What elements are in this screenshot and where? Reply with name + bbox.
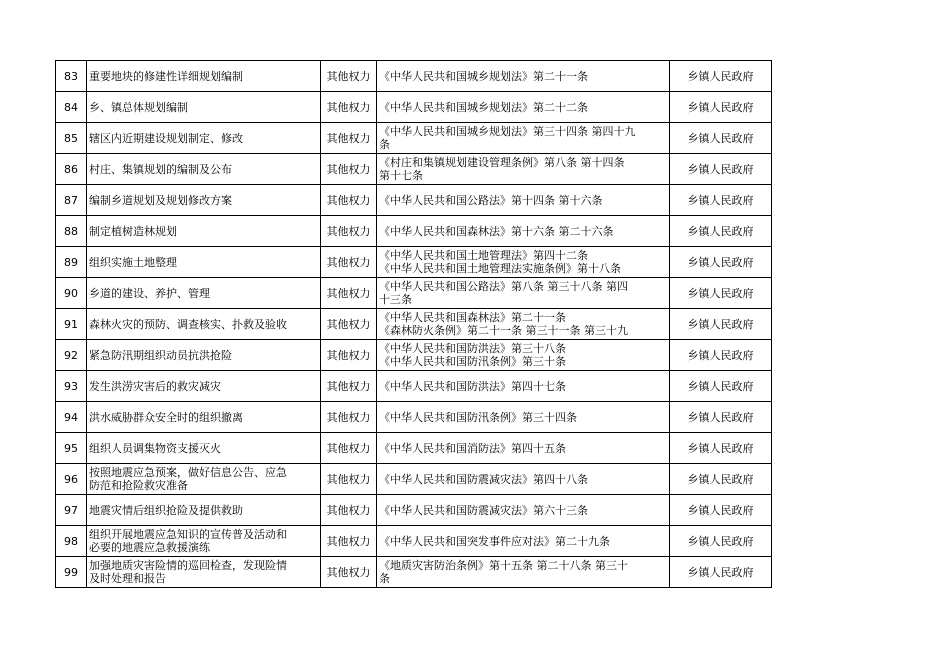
responsible-dept: 乡镇人民政府: [670, 185, 772, 216]
power-item: 村庄、集镇规划的编制及公布: [87, 154, 321, 185]
legal-basis: [377, 309, 670, 340]
power-type: 其他权力: [321, 340, 377, 371]
legal-basis-line: 《地质灾害防治条例》第十五条 第二十八条 第三十: [379, 559, 628, 572]
legal-basis-line: 《中华人民共和国城乡规划法》第二十二条: [379, 100, 588, 114]
power-item: 地震灾情后组织抢险及提供救助: [87, 495, 321, 526]
power-item-line: 加强地质灾害险情的巡回检查，发现险情: [89, 559, 287, 572]
legal-basis: [377, 495, 670, 526]
row-number: 85: [56, 123, 87, 154]
responsible-dept: 乡镇人民政府: [670, 216, 772, 247]
power-item: 发生洪涝灾害后的救灾减灾: [87, 371, 321, 402]
power-type: 其他权力: [321, 402, 377, 433]
legal-basis-line: 《中华人民共和国森林法》第二十一条: [379, 311, 566, 324]
row-number: 93: [56, 371, 87, 402]
power-item-line: 防范和抢险救灾准备: [89, 479, 188, 492]
row-number: 92: [56, 340, 87, 371]
power-type: 其他权力: [321, 247, 377, 278]
table-row: [56, 309, 772, 340]
power-type: 其他权力: [321, 92, 377, 123]
legal-basis: [377, 247, 670, 278]
legal-basis: [377, 154, 670, 185]
legal-basis-line: 《中华人民共和国公路法》第八条 第三十八条 第四: [379, 280, 628, 293]
power-item: 辖区内近期建设规划制定、修改: [87, 123, 321, 154]
legal-basis: [377, 526, 670, 557]
legal-basis-line: 《中华人民共和国防汛条例》第三十条: [379, 355, 566, 368]
table-row: [56, 92, 772, 123]
legal-basis-line: 《中华人民共和国防汛条例》第三十四条: [379, 410, 577, 424]
row-number: 94: [56, 402, 87, 433]
responsible-dept: 乡镇人民政府: [670, 402, 772, 433]
row-number: 83: [56, 61, 87, 92]
power-type: 其他权力: [321, 154, 377, 185]
power-type: 其他权力: [321, 216, 377, 247]
power-item: [87, 464, 321, 495]
table-row: [56, 526, 772, 557]
legal-basis-line: 《中华人民共和国土地管理法实施条例》第十八条: [379, 262, 621, 275]
legal-basis: [377, 92, 670, 123]
legal-basis-line: 《村庄和集镇规划建设管理条例》第八条 第十四条: [379, 156, 625, 169]
legal-basis-line: 第十七条: [379, 169, 423, 182]
legal-basis: [377, 371, 670, 402]
responsible-dept: 乡镇人民政府: [670, 433, 772, 464]
legal-basis-line: 《中华人民共和国防洪法》第四十七条: [379, 379, 566, 393]
table-row: [56, 340, 772, 371]
table-row: [56, 247, 772, 278]
legal-basis-line: 《森林防火条例》第二十一条 第三十一条 第三十九: [379, 324, 628, 337]
row-number: 99: [56, 557, 87, 588]
legal-basis-line: 《中华人民共和国突发事件应对法》第二十九条: [379, 534, 610, 548]
legal-basis: [377, 433, 670, 464]
legal-basis: [377, 61, 670, 92]
responsible-dept: 乡镇人民政府: [670, 495, 772, 526]
row-number: 89: [56, 247, 87, 278]
power-item: [87, 526, 321, 557]
legal-basis: [377, 216, 670, 247]
legal-basis: [377, 340, 670, 371]
legal-basis-line: 《中华人民共和国城乡规划法》第三十四条 第四十九: [379, 125, 636, 138]
power-item: 紧急防汛期组织动员抗洪抢险: [87, 340, 321, 371]
legal-basis: [377, 278, 670, 309]
responsible-dept: 乡镇人民政府: [670, 247, 772, 278]
power-item: 洪水威胁群众安全时的组织撤离: [87, 402, 321, 433]
power-type: 其他权力: [321, 123, 377, 154]
row-number: 84: [56, 92, 87, 123]
legal-basis-line: 《中华人民共和国森林法》第十六条 第二十六条: [379, 224, 614, 238]
power-item-line: 必要的地震应急救援演练: [89, 541, 210, 554]
table-body: [56, 61, 772, 588]
responsible-dept: 乡镇人民政府: [670, 371, 772, 402]
responsible-dept: 乡镇人民政府: [670, 464, 772, 495]
power-type: 其他权力: [321, 464, 377, 495]
table-row: [56, 464, 772, 495]
legal-basis-line: 《中华人民共和国防震减灾法》第四十八条: [379, 472, 588, 486]
legal-basis: [377, 185, 670, 216]
legal-basis-line: 《中华人民共和国公路法》第十四条 第十六条: [379, 193, 603, 207]
power-item: 乡、镇总体规划编制: [87, 92, 321, 123]
legal-basis-line: 条: [379, 138, 390, 151]
power-list-table: [55, 60, 772, 588]
responsible-dept: 乡镇人民政府: [670, 557, 772, 588]
responsible-dept: 乡镇人民政府: [670, 526, 772, 557]
row-number: 87: [56, 185, 87, 216]
responsible-dept: 乡镇人民政府: [670, 278, 772, 309]
legal-basis-line: 《中华人民共和国防洪法》第三十八条: [379, 342, 566, 355]
legal-basis-line: 《中华人民共和国消防法》第四十五条: [379, 441, 566, 455]
legal-basis: [377, 123, 670, 154]
row-number: 88: [56, 216, 87, 247]
power-item: 乡道的建设、养护、管理: [87, 278, 321, 309]
row-number: 97: [56, 495, 87, 526]
power-item-line: 及时处理和报告: [89, 572, 166, 585]
responsible-dept: 乡镇人民政府: [670, 92, 772, 123]
power-item-line: 组织开展地震应急知识的宣传普及活动和: [89, 528, 287, 541]
responsible-dept: 乡镇人民政府: [670, 340, 772, 371]
power-item: 组织实施土地整理: [87, 247, 321, 278]
row-number: 96: [56, 464, 87, 495]
responsible-dept: 乡镇人民政府: [670, 61, 772, 92]
responsible-dept: 乡镇人民政府: [670, 123, 772, 154]
row-number: 98: [56, 526, 87, 557]
table-row: [56, 216, 772, 247]
power-item: 森林火灾的预防、调查核实、扑救及验收: [87, 309, 321, 340]
power-type: 其他权力: [321, 185, 377, 216]
power-type: 其他权力: [321, 309, 377, 340]
power-item: 制定植树造林规划: [87, 216, 321, 247]
legal-basis: [377, 464, 670, 495]
legal-basis: [377, 402, 670, 433]
table-row: [56, 61, 772, 92]
table-row: [56, 557, 772, 588]
responsible-dept: 乡镇人民政府: [670, 309, 772, 340]
table-row: [56, 185, 772, 216]
table-row: [56, 433, 772, 464]
legal-basis: [377, 557, 670, 588]
power-type: 其他权力: [321, 495, 377, 526]
table-row: [56, 495, 772, 526]
table-row: [56, 371, 772, 402]
table-row: [56, 278, 772, 309]
legal-basis-line: 《中华人民共和国土地管理法》第四十二条: [379, 249, 588, 262]
power-item: 组织人员调集物资支援灭火: [87, 433, 321, 464]
power-item: 重要地块的修建性详细规划编制: [87, 61, 321, 92]
row-number: 90: [56, 278, 87, 309]
power-type: 其他权力: [321, 278, 377, 309]
power-type: 其他权力: [321, 61, 377, 92]
legal-basis-line: 《中华人民共和国城乡规划法》第二十一条: [379, 69, 588, 83]
row-number: 86: [56, 154, 87, 185]
power-item: [87, 557, 321, 588]
power-item-line: 按照地震应急预案，做好信息公告、应急: [89, 466, 287, 479]
row-number: 91: [56, 309, 87, 340]
legal-basis-line: 十三条: [379, 293, 412, 306]
power-type: 其他权力: [321, 557, 377, 588]
power-type: 其他权力: [321, 371, 377, 402]
row-number: 95: [56, 433, 87, 464]
table-row: [56, 123, 772, 154]
power-type: 其他权力: [321, 526, 377, 557]
responsible-dept: 乡镇人民政府: [670, 154, 772, 185]
legal-basis-line: 《中华人民共和国防震减灾法》第六十三条: [379, 503, 588, 517]
power-type: 其他权力: [321, 433, 377, 464]
table-row: [56, 402, 772, 433]
table-row: [56, 154, 772, 185]
power-item: 编制乡道规划及规划修改方案: [87, 185, 321, 216]
legal-basis-line: 条: [379, 572, 390, 585]
